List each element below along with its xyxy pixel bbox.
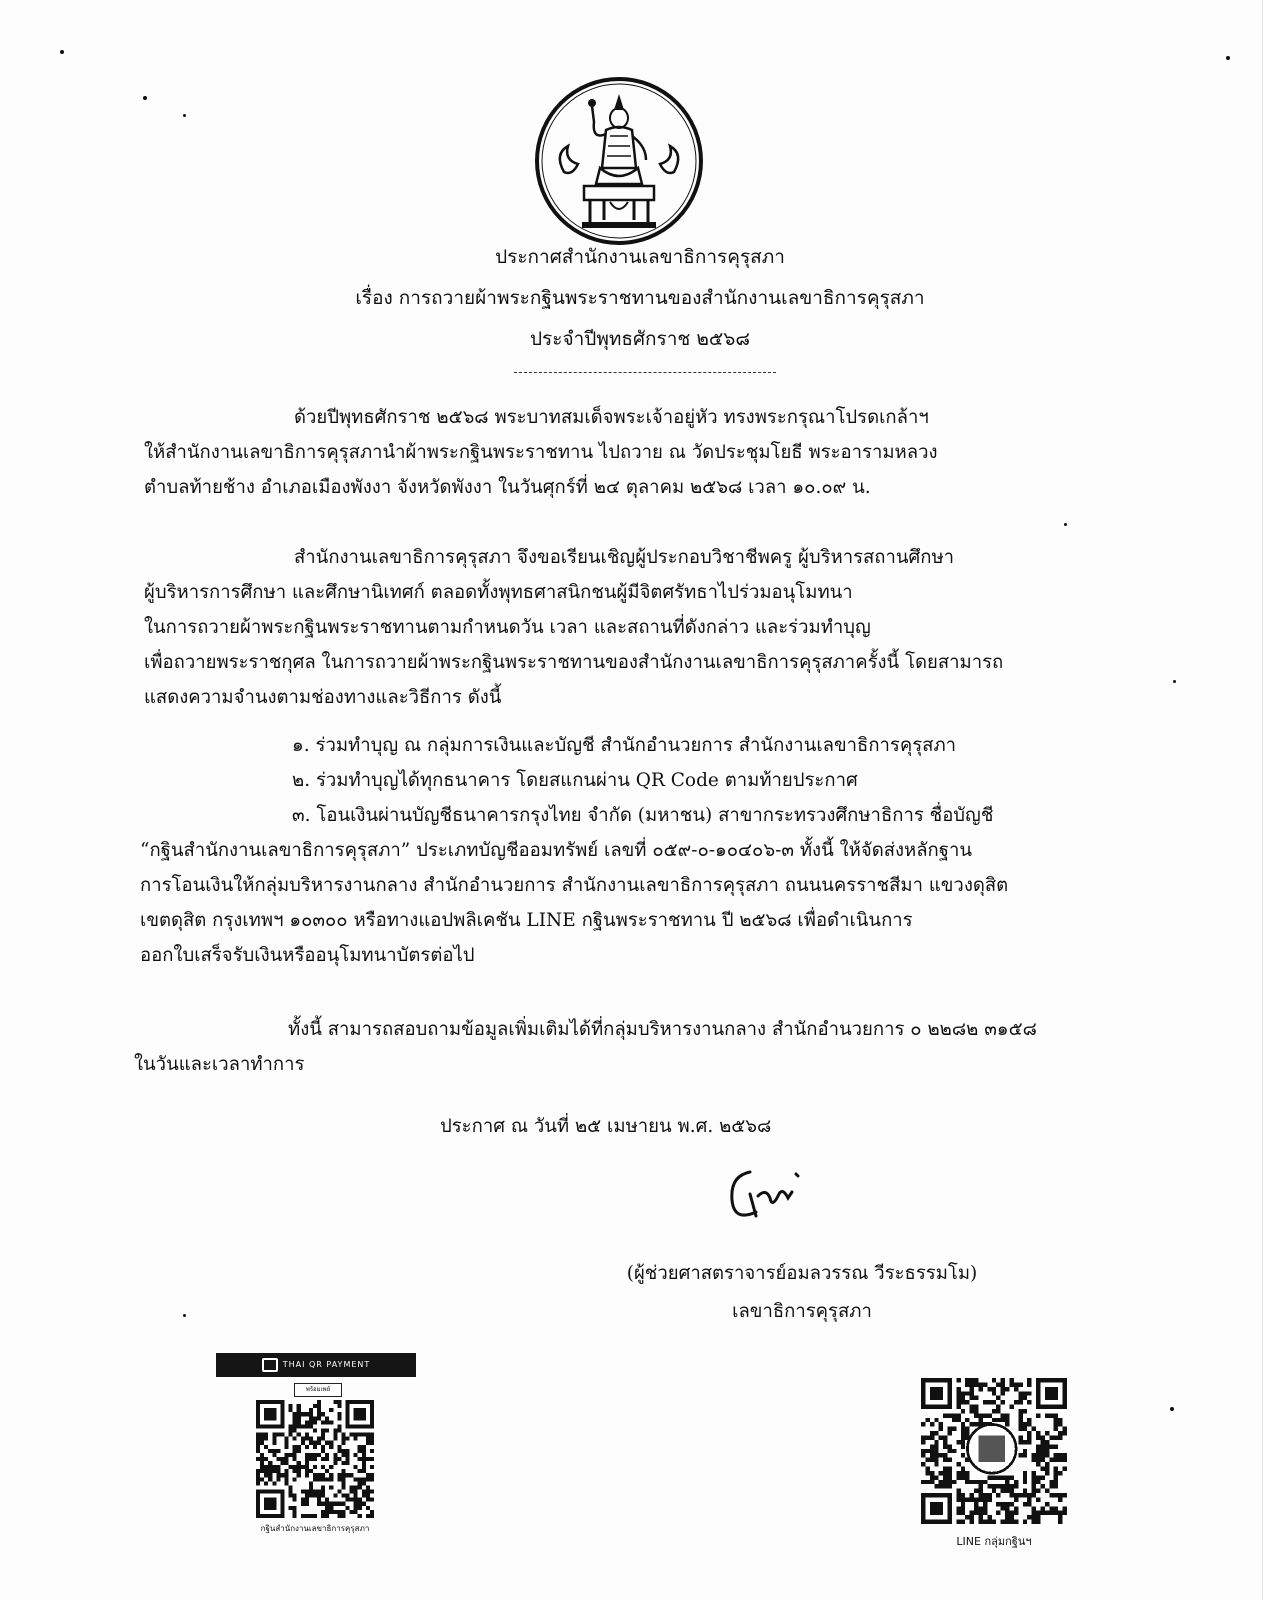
thai-qr-payment-header: [216, 1353, 416, 1377]
paragraph-line: สำนักงานเลขาธิการคุรุสภา จึงขอเรียนเชิญผู้ประกอบวิชาชีพครู ผู้บริหารสถานศึกษา: [294, 547, 955, 568]
payment-qr-caption: กฐินสำนักงานเลขาธิการคุรุสภา: [260, 1524, 370, 1533]
announcement-title: [140, 237, 1140, 360]
signer-block: [582, 1255, 1022, 1331]
page-margin: [1262, 0, 1287, 1600]
paragraph-line: ในการถวายผ้าพระกฐินพระราชทานตามกำหนดวัน เวลา และสถานที่ดังกล่าว และร่วมทำบุญ: [144, 617, 871, 638]
paragraph-line: ด้วยปีพุทธศักราช ๒๕๖๘ พระบาทสมเด็จพระเจ้าอยู่หัว ทรงพระกรุณาโปรดเกล้าฯ: [294, 407, 929, 428]
paragraph-line: ๓. โอนเงินผ่านบัญชีธนาคารกรุงไทย จำกัด (มหาชน) สาขากระทรวงศึกษาธิการ ชื่อบัญชี: [292, 805, 994, 826]
title-line-3: ประจำปีพุทธศักราช ๒๕๖๘: [530, 328, 750, 350]
scan-speck: [1226, 56, 1230, 60]
paragraph-line: ในวันและเวลาทำการ: [134, 1054, 305, 1075]
paragraph-line: เพื่อถวายพระราชกุศล ในการถวายผ้าพระกฐินพระราชทานของสำนักงานเลขาธิการคุรุสภาครั้งนี้ โดยสามารถ: [144, 652, 1004, 673]
title-line-2: เรื่อง การถวายผ้าพระกฐินพระราชทานของสำนักงานเลขาธิการคุรุสภา: [355, 287, 925, 309]
paragraph-line: ทั้งนี้ สามารถสอบถามข้อมูลเพิ่มเติมได้ที่กลุ่มบริหารงานกลาง สำนักอำนวยการ ๐ ๒๒๘๒ ๓๑๕๘: [288, 1019, 1037, 1040]
paragraph-1: [144, 400, 1144, 505]
scan-speck: [1173, 680, 1176, 683]
paragraph-line: แสดงความจำนงตามช่องทางและวิธีการ ดังนี้: [144, 687, 502, 708]
title-line-1: ประกาศสำนักงานเลขาธิการคุรุสภา: [495, 246, 785, 268]
list-item-3: [140, 798, 1144, 973]
list-item-1: [292, 728, 1152, 763]
paragraph-line: เขตดุสิต กรุงเทพฯ ๑๐๓๐๐ หรือทางแอปพลิเคชัน LINE กฐินพระราชทาน ปี ๒๕๖๘ เพื่อดำเนินการ: [140, 910, 913, 931]
scan-speck: [183, 1314, 186, 1317]
thai-qr-logo-icon: [262, 1358, 278, 1372]
paragraph-line: ตำบลท้ายช้าง อำเภอเมืองพังงา จังหวัดพังงา ในวันศุกร์ที่ ๒๔ ตุลาคม ๒๕๖๘ เวลา ๑๐.๐๙ น.: [144, 477, 871, 498]
teachers-council-seal-icon: [534, 76, 704, 246]
list-item-2: [292, 763, 1152, 798]
handwritten-signature: [726, 1166, 808, 1226]
line-group-qr-caption: LINE กลุ่มกฐินฯ: [956, 1535, 1032, 1548]
signer-name: (ผู้ช่วยศาสตราจารย์อมลวรรณ วีระธรรมโม): [626, 1263, 978, 1284]
promptpay-label: พร้อมเพย์: [294, 1383, 342, 1397]
paragraph-line: ผู้บริหารการศึกษา และศึกษานิเทศก์ ตลอดทั้งพุทธศาสนิกชนผู้มีจิตศรัทธาไปร่วมอนุโมทนา: [144, 582, 853, 603]
payment-qr-code-icon[interactable]: [251, 1400, 379, 1518]
scan-speck: [143, 96, 147, 100]
qr-header-text: THAI QR PAYMENT: [282, 1360, 371, 1369]
scan-speck: [183, 114, 186, 117]
paragraph-line: ออกใบเสร็จรับเงินหรืออนุโมทนาบัตรต่อไป: [140, 945, 475, 966]
paragraph-3: [134, 1012, 1144, 1082]
list-item-text: ๑. ร่วมทำบุญ ณ กลุ่มการเงินและบัญชี สำนักอำนวยการ สำนักงานเลขาธิการคุรุสภา: [292, 735, 957, 756]
title-divider: [514, 372, 776, 373]
scan-speck: [60, 50, 64, 54]
paragraph-line: ให้สำนักงานเลขาธิการคุรุสภานำผ้าพระกฐินพระราชทาน ไปถวาย ณ วัดประชุมโยธี พระอารามหลวง: [144, 442, 938, 463]
scan-speck: [1170, 1407, 1174, 1411]
paragraph-2: [144, 540, 1144, 715]
list-item-text: ๒. ร่วมทำบุญได้ทุกธนาคาร โดยสแกนผ่าน QR Code ตามท้ายประกาศ: [292, 770, 858, 791]
paragraph-line: “กฐินสำนักงานเลขาธิการคุรุสภา” ประเภทบัญชีออมทรัพย์ เลขที่ ๐๕๙-๐-๑๐๔๐๖-๓ ทั้งนี้ ให้จัดส่งหลักฐาน: [140, 840, 973, 861]
announcement-date: ประกาศ ณ วันที่ ๒๕ เมษายน พ.ศ. ๒๕๖๘: [440, 1116, 772, 1137]
paragraph-line: การโอนเงินให้กลุ่มบริหารงานกลาง สำนักอำนวยการ สำนักงานเลขาธิการคุรุสภา ถนนนครราชสีมา แขวงดุสิต: [140, 875, 1009, 896]
line-group-qr-code-icon[interactable]: [921, 1378, 1067, 1524]
signer-title: เลขาธิการคุรุสภา: [732, 1301, 872, 1322]
scan-speck: [1064, 523, 1067, 526]
